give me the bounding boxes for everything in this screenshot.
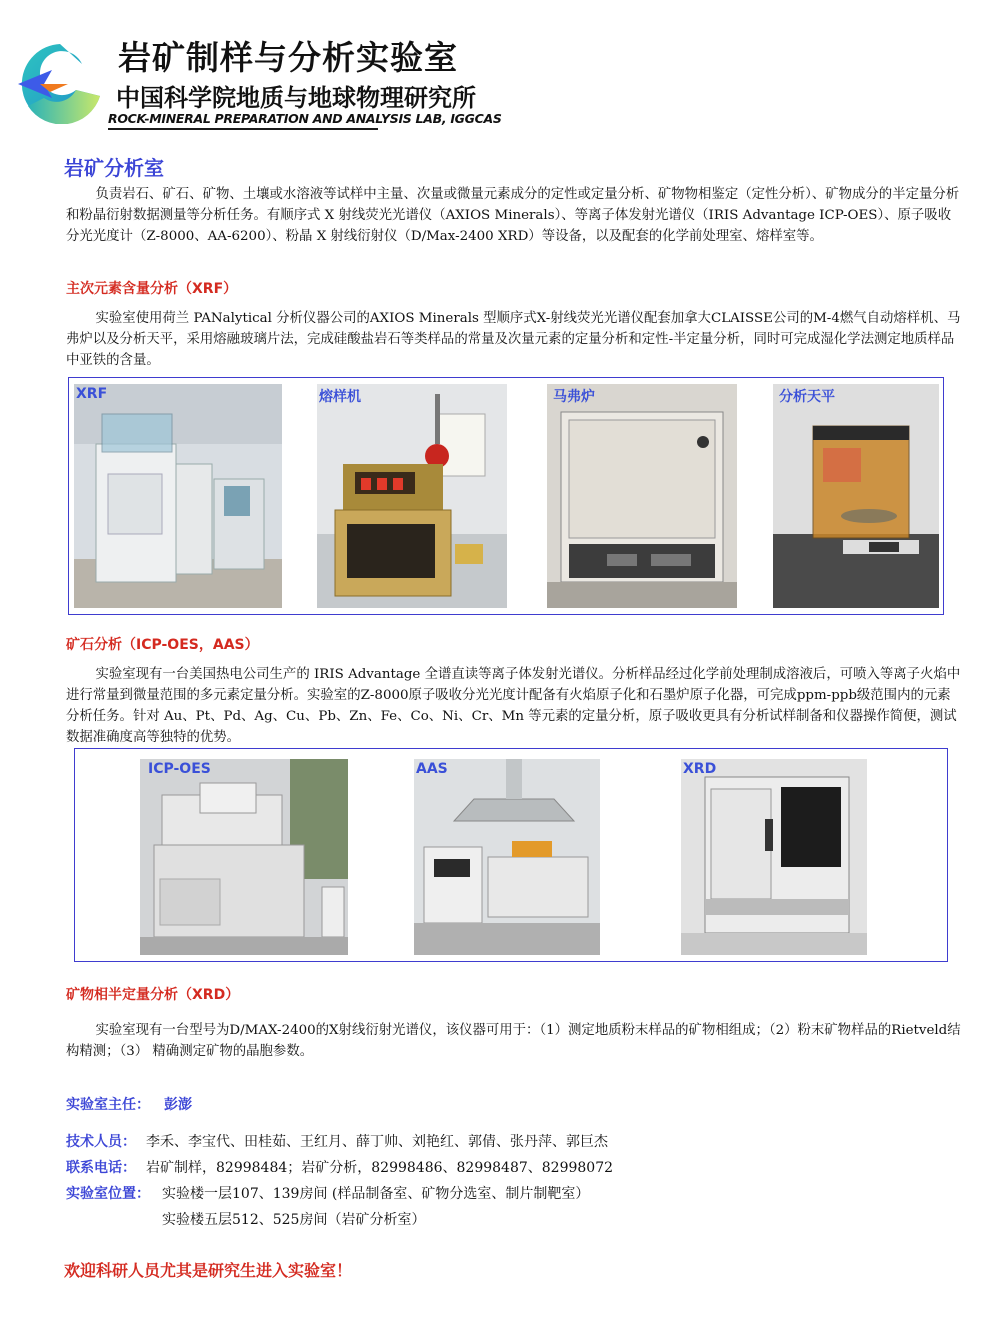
icp-oes-photo [140,759,348,955]
xrd-heading: 矿物相半定量分析（XRD） [66,987,240,1003]
welcome-message: 欢迎科研人员尤其是研究生进入实验室！ [64,1261,353,1280]
photo-label-aas: AAS [416,761,448,777]
section-title: 岩矿分析室 [64,156,164,180]
location-label: 实验室位置： [66,1186,150,1202]
icp-heading: 矿石分析（ICP-OES，AAS） [66,637,259,653]
location-line-1: 实验楼一层107、139房间 (样品制备室、矿物分选室、制片制靶室） [162,1186,590,1202]
muffle-furnace-photo [547,384,737,608]
xrf-heading: 主次元素含量分析（XRF） [66,281,238,297]
xrf-photo-frame [68,377,944,615]
xrd-photo [681,759,867,955]
header-divider [108,128,378,130]
staff-label: 技术人员： [66,1134,136,1150]
photo-label-xrf: XRF [76,386,108,402]
xrd-paragraph: 实验室现有一台型号为D/MAX-2400的X射线衍射光谱仪，该仪器可用于：（1）测定地质粉末样品的矿物相组成；（2）粉末矿物样品的Rietveld结构精测；（3） 精确测定矿物的晶胞参数。 [66,1023,961,1059]
header-english-name: ROCK-MINERAL PREPARATION AND ANALYSIS LAB, IGGCAS [108,111,502,126]
header-title: 岩矿制样与分析实验室 [118,38,458,77]
icp-paragraph: 实验室现有一台美国热电公司生产的 IRIS Advantage 全谱直读等离子体发射光谱仪。分析样品经过化学前处理制成溶液后，可喷入等离子火焰中进行常量到微量范围的多元素定量分析。实验室的Z-8000原子吸收分光光度计配备有火焰原子化和石墨炉原子化器，可完成ppm-ppb级范围内的元素分析任务。针对 Au、Pt、Pd、Ag、Cu、Pb、Zn、Fe、Co、Ni、Cr、Mn 等元素的定量分析，原子吸收更具有分析试样制备和仪器操作简便，测试数据准确度高等独特的优势。 [66,667,961,745]
photo-label-xrd: XRD [683,761,717,777]
staff-list: 李禾、李宝代、田桂茹、王红月、薛丁帅、刘艳红、郭倩、张丹萍、郭巨杰 [146,1134,608,1150]
location-line-2: 实验楼五层512、525房间（岩矿分析室） [162,1212,426,1228]
phone-numbers: 岩矿制样，82998484；岩矿分析，82998486、82998487、82998072 [146,1160,614,1176]
xrf-paragraph: 实验室使用荷兰 PANalytical 分析仪器公司的AXIOS Minerals 型顺序式X-射线荧光光谱仪配套加拿大CLAISSE公司的M-4燃气自动熔样机、马弗炉以及分析天平，采用熔融玻璃片法，完成硅酸盐岩石等类样品的常量及次量元素的定量分析和定性-半定量分析，同时可完成湿化学法测定地质样品中亚铁的含量。 [66,311,961,368]
icp-photo-frame [74,748,948,962]
photo-label-fusion: 熔样机 [319,389,361,405]
photo-label-balance: 分析天平 [779,389,835,405]
lab-logo-icon [10,40,110,124]
header-subtitle: 中国科学院地质与地球物理研究所 [116,84,476,112]
xrf-instrument-photo [74,384,282,608]
fusion-machine-photo [317,384,507,608]
analytical-balance-photo [773,384,939,608]
phone-label: 联系电话： [66,1160,136,1176]
photo-label-icp-oes: ICP-OES [148,761,211,777]
photo-label-furnace: 马弗炉 [553,389,595,405]
section-intro: 负责岩石、矿石、矿物、土壤或水溶液等试样中主量、次量或微量元素成分的定性或定量分析、矿物物相鉴定（定性分析）、矿物成分的半定量分析和粉晶衍射数据测量等分析任务。有顺序式 X 射线荧光光谱仪（AXIOS Minerals）、等离子体发射光谱仪（IRIS Advantage ICP-OES）、原子吸收分光光度计（Z-8000、AA-6200）、粉晶 X 射线衍射仪（D/Max-2400 XRD）等设备，以及配套的化学前处理室、熔样室等。 [66,187,960,244]
director-label: 实验室主任： [66,1097,150,1113]
aas-photo [414,759,600,955]
director-name: 彭澎 [164,1097,192,1113]
